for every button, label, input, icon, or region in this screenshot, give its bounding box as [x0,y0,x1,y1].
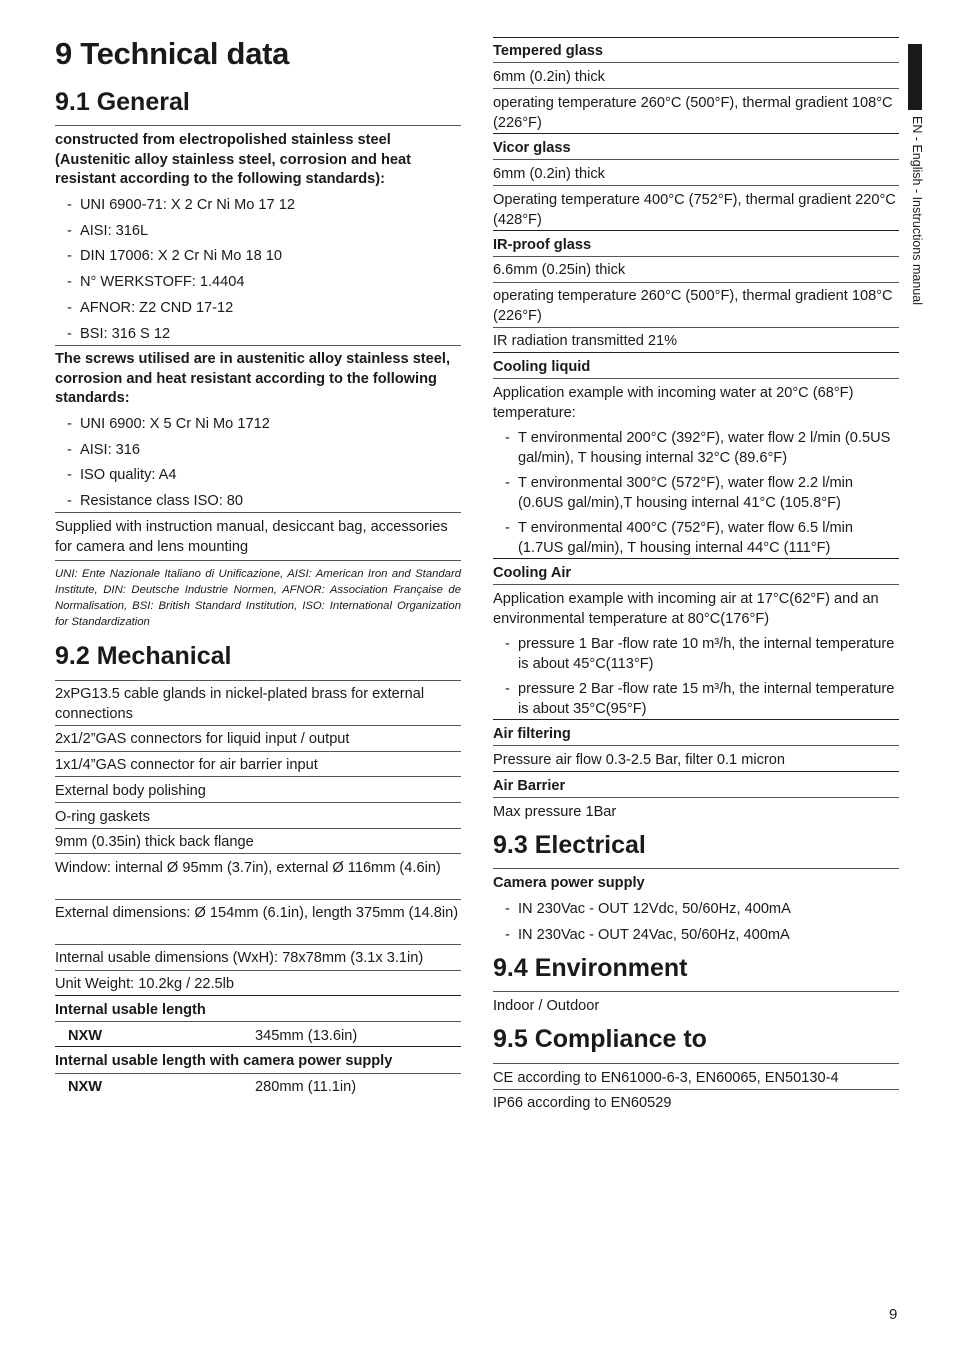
list-item: - IN 230Vac - OUT 24Vac, 50/60Hz, 400mA [493,926,924,946]
list-item: - IN 230Vac - OUT 12Vdc, 50/60Hz, 400mA [493,900,924,920]
list-item: - Resistance class ISO: 80 [55,492,486,512]
ir-label: IR-proof glass [493,237,592,253]
cooling-air-intro: Application example with incoming air at 17°C(62°F) and an environmental temperature at 80°C(176°F) [493,591,879,627]
list-item: - DIN 17006: X 2 Cr Ni Mo 18 10 [55,247,486,267]
screws-intro: The screws utilised are in austenitic alloy stainless steel, corrosion and heat resistant according to the following standards: [55,351,451,406]
air-filtering-text: Pressure air flow 0.3-2.5 Bar, filter 0.1 micron [493,752,785,768]
heading-mechanical: 9.2 Mechanical [55,642,232,670]
list-item: Window: internal Ø 95mm (3.7in), external Ø 116mm (4.6in) [55,860,441,876]
list-item: 2xPG13.5 cable glands in nickel-plated brass for external connections [55,686,425,722]
list-item: - T environmental 300°C (572°F), water flow 2.2 l/min (0.6US gal/min),T housing internal 41°C (105.8°F) [493,474,899,513]
list-item: External body polishing [55,783,206,799]
list-item: 2x1/2”GAS connectors for liquid input / output [55,731,350,747]
list-item: - pressure 2 Bar -flow rate 15 m³/h, the internal temperature is about 35°C(95°F) [493,680,899,719]
model-name: NXW [68,1079,103,1095]
list-item: External dimensions: Ø 154mm (6.1in), length 375mm (14.8in) [55,905,459,921]
camera-power-label: Camera power supply [493,875,645,891]
steel-intro: constructed from electropolished stainless steel (Austenitic alloy stainless steel, corrosion and heat resistant according to the following standards): [55,132,412,187]
heading-compliance: 9.5 Compliance to [493,1025,707,1053]
list-item: IP66 according to EN60529 [493,1095,672,1111]
usable-length-cam-label: Internal usable length with camera power supply [55,1053,393,1069]
list-item: 9mm (0.35in) thick back flange [55,834,254,850]
vicor-label: Vicor glass [493,140,571,156]
list-item: - UNI 6900: X 5 Cr Ni Mo 1712 [55,415,486,435]
air-barrier-text: Max pressure 1Bar [493,804,617,820]
page-number: 9 [889,1306,898,1323]
heading-general: 9.1 General [55,88,190,116]
vicor-temperature: Operating temperature 400°C (752°F), thermal gradient 220°C (428°F) [493,192,896,228]
usable-length-cam-row [55,1078,461,1098]
list-item: - UNI 6900-71: X 2 Cr Ni Mo 17 12 [55,196,486,216]
list-item: Unit Weight: 10.2kg / 22.5lb [55,976,235,992]
sidebar-label: EN - English - Instructions manual [910,116,924,305]
cooling-air-label: Cooling Air [493,565,572,581]
tempered-thickness: 6mm (0.2in) thick [493,69,605,85]
list-item: O-ring gaskets [55,809,150,825]
list-item: 1x1/4”GAS connector for air barrier input [55,757,318,773]
list-item: - AISI: 316 [55,441,486,461]
list-item: Internal usable dimensions (WxH): 78x78mm (3.1x 3.1in) [55,950,424,966]
standards-note: UNI: Ente Nazionale Italiano di Unificazione, AISI: American Iron and Standard Institute, DIN: Deutsche Industrie Normen, AFNOR: Association Française de Normalisation, BSI: British Standard Institution, ISO: International Organization for Standardization [55,568,461,628]
list-item: - pressure 1 Bar -flow rate 10 m³/h, the internal temperature is about 45°C(113°F) [493,635,899,674]
sidebar-marker [908,44,922,110]
ir-temperature: operating temperature 260°C (500°F), thermal gradient 108°C (226°F) [493,288,893,324]
page-title: 9 Technical data [55,36,290,71]
length-value: 280mm (11.1in) [255,1079,357,1095]
list-item: - T environmental 200°C (392°F), water flow 2 l/min (0.5US gal/min), T housing internal 32°C (89.6°F) [493,429,899,468]
heading-environment: 9.4 Environment [493,954,688,982]
list-item: - N° WERKSTOFF: 1.4404 [55,273,486,293]
length-value: 345mm (13.6in) [255,1028,358,1044]
cooling-liquid-label: Cooling liquid [493,359,591,375]
list-item: - AISI: 316L [55,222,486,242]
list-item: - AFNOR: Z2 CND 17-12 [55,299,486,319]
list-item: CE according to EN61000-6-3, EN60065, EN50130-4 [493,1070,839,1086]
tempered-temperature: operating temperature 260°C (500°F), thermal gradient 108°C (226°F) [493,95,893,131]
heading-electrical: 9.3 Electrical [493,831,646,859]
environment-text: Indoor / Outdoor [493,998,600,1014]
ir-transmitted: IR radiation transmitted 21% [493,333,678,349]
tempered-label: Tempered glass [493,43,604,59]
cooling-liquid-intro: Application example with incoming water at 20°C (68°F) temperature: [493,385,854,421]
ir-thickness: 6.6mm (0.25in) thick [493,262,626,278]
supplied-text: Supplied with instruction manual, desiccant bag, accessories for camera and lens mounting [55,519,448,555]
list-item: - BSI: 316 S 12 [55,325,486,345]
vicor-thickness: 6mm (0.2in) thick [493,166,605,182]
air-barrier-label: Air Barrier [493,778,566,794]
list-item: - ISO quality: A4 [55,466,486,486]
usable-length-row [55,1027,461,1047]
list-item: - T environmental 400°C (752°F), water flow 6.5 l/min (1.7US gal/min), T housing internal 44°C (111°F) [493,519,899,558]
usable-length-label: Internal usable length [55,1002,206,1018]
air-filtering-label: Air filtering [493,726,571,742]
model-name: NXW [68,1028,103,1044]
